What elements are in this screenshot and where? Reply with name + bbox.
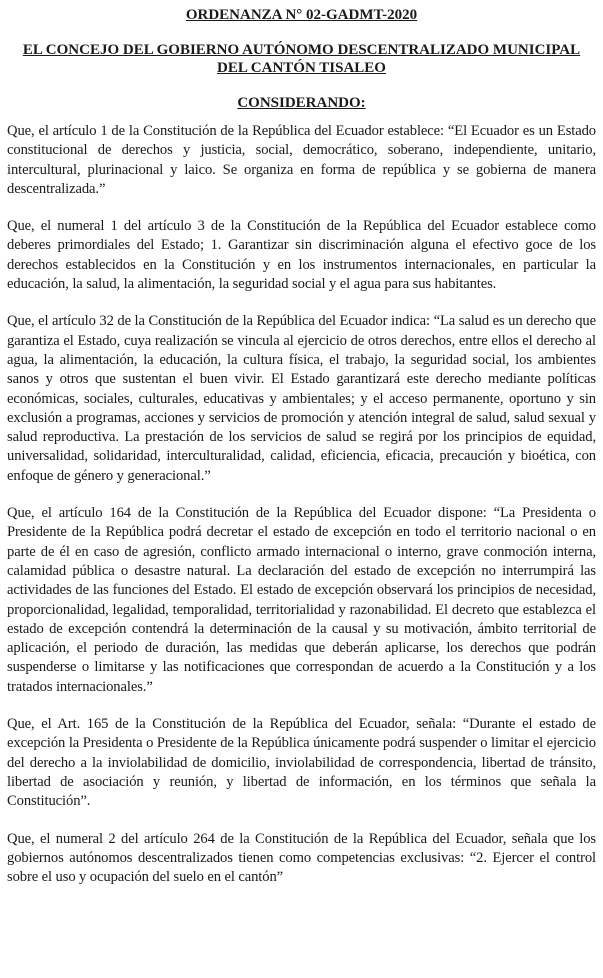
paragraph-article-1: Que, el artículo 1 de la Constitución de la República del Ecuador establece: “El Ecuador es un Estado constitucional de derechos y justicia, social, democrático, soberano, independiente, unitario, intercultural, plurinacional y laico. Se organiza en forma de república y se gobierna de manera descentralizada.” (7, 123, 596, 197)
paragraph-article-264: Que, el numeral 2 del artículo 264 de la Constitución de la República del Ecuador, señala que los gobiernos autónomos descentralizados tienen como competencias exclusivas: “2. Ejercer el control sobre el uso y ocupación del suelo en el cantón” (7, 830, 596, 886)
ordinance-title: ORDENANZA N° 02-GADMT-2020 (185, 7, 418, 23)
council-heading: EL CONCEJO DEL GOBIERNO AUTÓNOMO DESCENTRALIZADO MUNICIPAL DEL CANTÓN TISALEO (22, 42, 581, 76)
paragraph-article-32: Que, el artículo 32 de la Constitución de la República del Ecuador indica: “La salud es un derecho que garantiza el Estado, cuya realización se vincula al ejercicio de otros derechos, entre ellos el derecho al agua, la alimentación, la educación, la cultura física, el trabajo, la seguridad social, los ambientes sanos y otros que sustentan el buen vivir. El Estado garantizará este derecho mediante políticas económicas, sociales, culturales, educativas y ambientales; y el acceso permanente, oportuno y sin exclusión a programas, acciones y servicios de promoción y atención integral de salud, salud sexual y salud reproductiva. La prestación de los servicios de salud se regirá por los principios de equidad, universalidad, solidaridad, interculturalidad, calidad, eficiencia, eficacia, precaución y bioética, con enfoque de género y generacional.” (7, 313, 596, 484)
section-heading: CONSIDERANDO: (237, 95, 366, 111)
paragraph-article-3: Que, el numeral 1 del artículo 3 de la Constitución de la República del Ecuador establece como deberes primordiales del Estado; 1. Garantizar sin discriminación alguna el efectivo goce de los derechos establecidos en la Constitución y en los instrumentos internacionales, en particular la educación, la salud, la alimentación, la seguridad social y el agua para sus habitantes. (7, 218, 596, 293)
paragraph-article-164: Que, el artículo 164 de la Constitución de la República del Ecuador dispone: “La Presidenta o Presidente de la República podrá decretar el estado de excepción en todo el territorio nacional o en parte de él en caso de agresión, conflicto armado internacional o interno, grave conmoción interna, calamidad pública o desastre natural. La declaración del estado de excepción no interrumpirá las actividades de las funciones del Estado. El estado de excepción observará los principios de necesidad, proporcionalidad, legalidad, temporalidad, territorialidad y razonabilidad. El decreto que establezca el estado de excepción contendrá la determinación de la causal y su motivación, ámbito territorial de aplicación, el periodo de duración, las medidas que deberán aplicarse, los derechos que podrán suspenderse o limitarse y las notificaciones que correspondan de acuerdo a la Constitución y a los tratados internacionales.” (7, 505, 596, 695)
paragraph-article-165: Que, el Art. 165 de la Constitución de la República del Ecuador, señala: “Durante el estado de excepción la Presidenta o Presidente de la República únicamente podrá suspender o limitar el ejercicio del derecho a la inviolabilidad de domicilio, inviolabilidad de correspondencia, libertad de tránsito, libertad de asociación y reunión, y libertad de información, en los términos que señala la Constitución”. (7, 716, 596, 810)
